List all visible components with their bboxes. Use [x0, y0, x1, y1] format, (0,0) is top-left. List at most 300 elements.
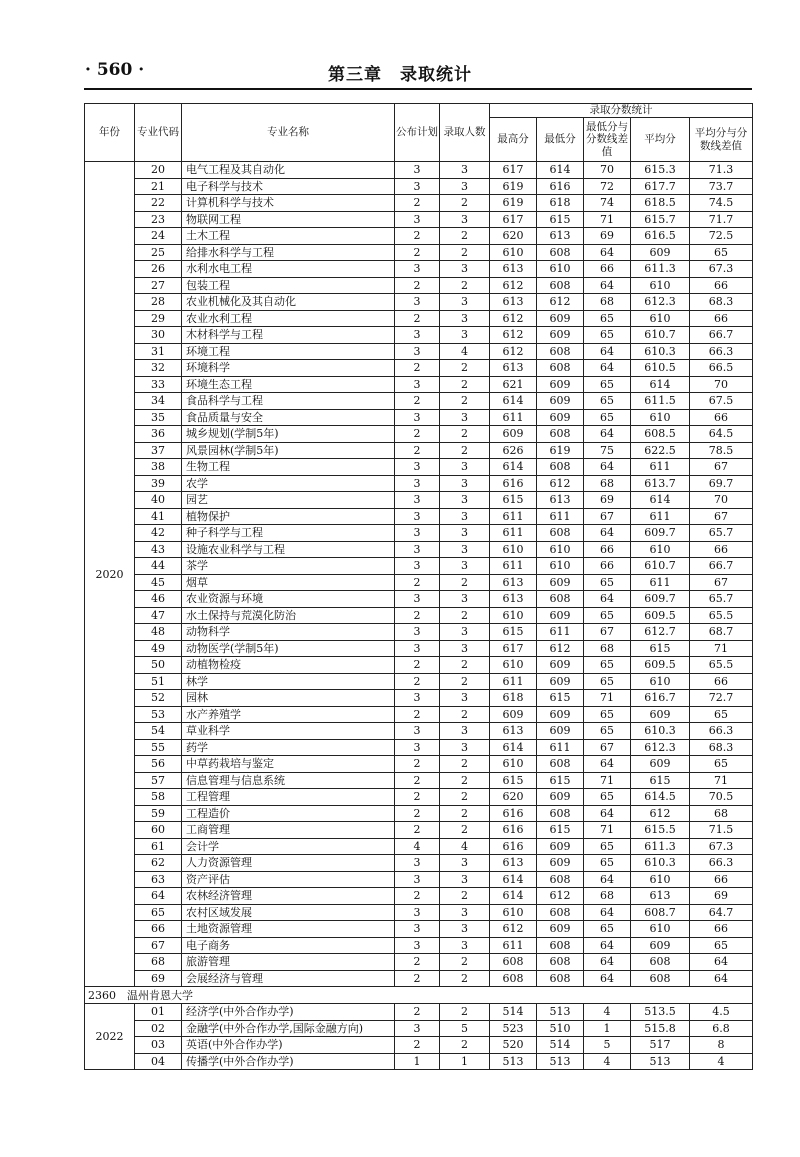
table-cell: 610 [631, 277, 690, 294]
table-cell: 2 [440, 277, 490, 294]
table-cell: 609 [537, 838, 584, 855]
table-cell: 包装工程 [182, 277, 395, 294]
table-cell: 2 [395, 310, 440, 327]
table-cell: 613 [537, 228, 584, 245]
table-row [85, 558, 753, 575]
table-cell: 65 [584, 310, 631, 327]
table-cell: 2 [440, 970, 490, 987]
table-cell: 66 [584, 261, 631, 278]
table-cell: 56 [135, 756, 182, 773]
table-cell: 风景园林(学制5年) [182, 442, 395, 459]
table-cell: 618 [537, 195, 584, 212]
table-cell: 609.5 [631, 657, 690, 674]
table-cell: 城乡规划(学制5年) [182, 426, 395, 443]
table-cell: 610.3 [631, 343, 690, 360]
table-cell: 51 [135, 673, 182, 690]
table-cell: 1 [395, 1053, 440, 1070]
table-cell: 40 [135, 492, 182, 509]
table-row [85, 1053, 753, 1070]
table-cell: 动物科学 [182, 624, 395, 641]
table-cell: 2 [440, 888, 490, 905]
table-cell: 8 [690, 1037, 753, 1054]
table-cell: 610 [537, 541, 584, 558]
table-cell: 2 [440, 789, 490, 806]
table-cell: 611.5 [631, 393, 690, 410]
table-cell: 32 [135, 360, 182, 377]
table-row [85, 294, 753, 311]
table-row [85, 393, 753, 410]
table-cell: 608 [537, 459, 584, 476]
table-row [85, 855, 753, 872]
table-cell: 65 [584, 409, 631, 426]
table-row [85, 954, 753, 971]
table-cell: 613 [490, 261, 537, 278]
table-cell: 610 [490, 244, 537, 261]
table-cell: 611 [490, 558, 537, 575]
table-cell: 4 [584, 1053, 631, 1070]
table-cell: 609 [537, 706, 584, 723]
table-cell: 3 [395, 904, 440, 921]
table-cell: 29 [135, 310, 182, 327]
table-cell: 37 [135, 442, 182, 459]
table-cell: 3 [395, 409, 440, 426]
table-cell: 609.5 [631, 607, 690, 624]
table-cell: 617.7 [631, 178, 690, 195]
table-cell: 68.3 [690, 739, 753, 756]
table-cell: 水产养殖学 [182, 706, 395, 723]
table-cell: 3 [395, 871, 440, 888]
table-row [85, 492, 753, 509]
table-cell: 610 [631, 673, 690, 690]
table-row [85, 211, 753, 228]
table-cell: 工商管理 [182, 822, 395, 839]
table-cell: 3 [440, 723, 490, 740]
table-cell: 3 [395, 261, 440, 278]
table-cell: 611 [490, 673, 537, 690]
table-cell: 41 [135, 508, 182, 525]
table-row [85, 657, 753, 674]
table-cell: 65.7 [690, 591, 753, 608]
table-cell: 609 [537, 657, 584, 674]
table-cell: 65 [584, 393, 631, 410]
table-cell: 608 [490, 970, 537, 987]
table-cell: 611 [631, 459, 690, 476]
table-cell: 609 [537, 789, 584, 806]
table-cell: 65 [584, 327, 631, 344]
table-cell: 2 [440, 426, 490, 443]
table-cell: 612 [490, 343, 537, 360]
table-cell: 68.7 [690, 624, 753, 641]
table-cell: 513.5 [631, 1004, 690, 1021]
table-cell: 49 [135, 640, 182, 657]
table-cell: 67 [690, 508, 753, 525]
table-cell: 3 [395, 475, 440, 492]
table-cell: 609 [537, 310, 584, 327]
table-cell: 动植物检疫 [182, 657, 395, 674]
table-cell: 616.7 [631, 690, 690, 707]
table-cell: 2 [440, 706, 490, 723]
table-cell: 35 [135, 409, 182, 426]
table-cell: 72.5 [690, 228, 753, 245]
table-row [85, 525, 753, 542]
table-cell: 3 [440, 492, 490, 509]
table-cell: 66 [690, 277, 753, 294]
table-row [85, 871, 753, 888]
table-cell: 2 [440, 1004, 490, 1021]
table-cell: 71 [584, 822, 631, 839]
table-cell: 67.5 [690, 393, 753, 410]
table-cell: 608 [631, 970, 690, 987]
header-name: 专业名称 [182, 104, 395, 162]
header-plan: 公布计划 [395, 104, 440, 162]
table-cell: 3 [395, 376, 440, 393]
table-cell: 23 [135, 211, 182, 228]
table-row [85, 772, 753, 789]
table-cell: 电子科学与技术 [182, 178, 395, 195]
table-cell: 514 [537, 1037, 584, 1054]
table-cell: 67 [584, 624, 631, 641]
table-cell: 65 [690, 756, 753, 773]
table-cell: 72 [584, 178, 631, 195]
table-cell: 64 [690, 970, 753, 987]
table-cell: 21 [135, 178, 182, 195]
table-cell: 水利水电工程 [182, 261, 395, 278]
table-cell: 65 [584, 838, 631, 855]
table-cell: 64 [584, 937, 631, 954]
table-cell: 64 [584, 525, 631, 542]
table-row [85, 921, 753, 938]
table-cell: 75 [584, 442, 631, 459]
table-cell: 614 [490, 393, 537, 410]
table-cell: 67.3 [690, 838, 753, 855]
table-cell: 59 [135, 805, 182, 822]
table-cell: 65 [584, 574, 631, 591]
table-cell: 513 [537, 1004, 584, 1021]
table-cell: 3 [395, 525, 440, 542]
table-cell: 608 [537, 525, 584, 542]
table-cell: 林学 [182, 673, 395, 690]
table-cell: 615 [490, 492, 537, 509]
table-cell: 614 [537, 162, 584, 179]
table-cell: 食品质量与安全 [182, 409, 395, 426]
table-cell: 68 [584, 294, 631, 311]
table-cell: 614 [631, 492, 690, 509]
table-cell: 74.5 [690, 195, 753, 212]
table-cell: 609 [631, 756, 690, 773]
table-cell: 69.7 [690, 475, 753, 492]
table-cell: 621 [490, 376, 537, 393]
school-row [85, 987, 753, 1004]
table-cell: 5 [440, 1020, 490, 1037]
table-row [85, 261, 753, 278]
table-cell: 3 [440, 921, 490, 938]
table-cell: 64 [584, 954, 631, 971]
table-cell: 3 [395, 855, 440, 872]
table-cell: 66 [135, 921, 182, 938]
table-cell: 608 [537, 904, 584, 921]
table-cell: 616.5 [631, 228, 690, 245]
table-cell: 会计学 [182, 838, 395, 855]
table-cell: 611 [631, 508, 690, 525]
header-max: 最高分 [490, 118, 537, 162]
table-cell: 613 [490, 591, 537, 608]
table-cell: 68 [690, 805, 753, 822]
table-cell: 1 [584, 1020, 631, 1037]
table-cell: 619 [490, 178, 537, 195]
table-cell: 609 [537, 376, 584, 393]
table-cell: 55 [135, 739, 182, 756]
table-cell: 626 [490, 442, 537, 459]
table-cell: 58 [135, 789, 182, 806]
table-cell: 2 [395, 706, 440, 723]
table-cell: 3 [440, 294, 490, 311]
table-cell: 64 [584, 970, 631, 987]
table-cell: 电气工程及其自动化 [182, 162, 395, 179]
table-cell: 67 [584, 508, 631, 525]
table-cell: 67 [584, 739, 631, 756]
table-cell: 67 [690, 574, 753, 591]
table-cell: 3 [395, 162, 440, 179]
table-cell: 3 [395, 640, 440, 657]
table-cell: 68 [584, 888, 631, 905]
table-cell: 65 [584, 657, 631, 674]
table-cell: 36 [135, 426, 182, 443]
table-cell: 34 [135, 393, 182, 410]
table-cell: 2 [440, 442, 490, 459]
table-cell: 2 [395, 789, 440, 806]
table-cell: 613 [490, 574, 537, 591]
table-cell: 50 [135, 657, 182, 674]
table-cell: 2 [395, 442, 440, 459]
table-cell: 01 [135, 1004, 182, 1021]
table-row [85, 888, 753, 905]
table-cell: 610 [537, 261, 584, 278]
table-cell: 3 [440, 409, 490, 426]
table-cell: 3 [440, 327, 490, 344]
table-cell: 设施农业科学与工程 [182, 541, 395, 558]
table-cell: 3 [395, 508, 440, 525]
table-row [85, 904, 753, 921]
table-cell: 2 [440, 772, 490, 789]
table-cell: 3 [440, 525, 490, 542]
table-cell: 茶学 [182, 558, 395, 575]
table-cell: 4 [440, 838, 490, 855]
table-cell: 64 [584, 426, 631, 443]
table-cell: 3 [440, 178, 490, 195]
table-cell: 3 [440, 904, 490, 921]
table-cell: 71.7 [690, 211, 753, 228]
table-cell: 70.5 [690, 789, 753, 806]
table-row [85, 327, 753, 344]
table-cell: 6.8 [690, 1020, 753, 1037]
header-diff: 最低分与分数线差值 [584, 118, 631, 162]
table-cell: 2 [440, 195, 490, 212]
table-cell: 65 [584, 723, 631, 740]
table-cell: 2 [395, 756, 440, 773]
table-cell: 612 [537, 294, 584, 311]
table-cell: 71 [584, 690, 631, 707]
table-cell: 54 [135, 723, 182, 740]
table-cell: 620 [490, 789, 537, 806]
table-cell: 烟草 [182, 574, 395, 591]
table-cell: 65 [584, 921, 631, 938]
table-cell: 2 [395, 954, 440, 971]
table-cell: 28 [135, 294, 182, 311]
table-row [85, 574, 753, 591]
table-row [85, 739, 753, 756]
table-row [85, 805, 753, 822]
table-cell: 4.5 [690, 1004, 753, 1021]
table-cell: 3 [440, 871, 490, 888]
table-cell: 2 [395, 673, 440, 690]
header-year: 年份 [85, 104, 135, 162]
table-cell: 资产评估 [182, 871, 395, 888]
table-cell: 3 [440, 541, 490, 558]
table-cell: 65 [584, 673, 631, 690]
table-row [85, 310, 753, 327]
table-cell: 2 [395, 195, 440, 212]
table-cell: 66.3 [690, 343, 753, 360]
table-cell: 60 [135, 822, 182, 839]
table-cell: 66.7 [690, 558, 753, 575]
table-cell: 610 [490, 756, 537, 773]
table-cell: 610 [537, 558, 584, 575]
table-cell: 64 [584, 244, 631, 261]
table-row [85, 970, 753, 987]
table-cell: 2 [440, 805, 490, 822]
table-cell: 608 [537, 360, 584, 377]
admission-table [84, 103, 753, 1070]
table-cell: 2 [440, 822, 490, 839]
table-row [85, 442, 753, 459]
table-row [85, 624, 753, 641]
table-cell: 52 [135, 690, 182, 707]
table-cell: 608 [537, 970, 584, 987]
table-cell: 生物工程 [182, 459, 395, 476]
table-cell: 608 [537, 954, 584, 971]
header-avg: 平均分 [631, 118, 690, 162]
table-cell: 3 [395, 624, 440, 641]
table-cell: 65.5 [690, 657, 753, 674]
table-cell: 26 [135, 261, 182, 278]
table-cell: 2 [395, 277, 440, 294]
table-cell: 园艺 [182, 492, 395, 509]
table-cell: 67.3 [690, 261, 753, 278]
year-cell: 2020 [85, 162, 135, 987]
table-cell: 609 [490, 426, 537, 443]
table-row [85, 277, 753, 294]
table-cell: 土木工程 [182, 228, 395, 245]
table-cell: 615 [631, 640, 690, 657]
table-cell: 523 [490, 1020, 537, 1037]
table-cell: 609 [537, 921, 584, 938]
table-cell: 620 [490, 228, 537, 245]
table-cell: 食品科学与工程 [182, 393, 395, 410]
table-row [85, 789, 753, 806]
table-cell: 64 [690, 954, 753, 971]
table-cell: 610 [631, 310, 690, 327]
table-cell: 610 [490, 657, 537, 674]
table-cell: 4 [440, 343, 490, 360]
header-avg-diff: 平均分与分数线差值 [690, 118, 753, 162]
chapter-title: 第三章 录取统计 [328, 65, 472, 85]
table-cell: 613.7 [631, 475, 690, 492]
table-cell: 2 [395, 360, 440, 377]
table-cell: 04 [135, 1053, 182, 1070]
table-cell: 38 [135, 459, 182, 476]
table-cell: 64.7 [690, 904, 753, 921]
table-cell: 物联网工程 [182, 211, 395, 228]
table-cell: 3 [395, 739, 440, 756]
table-cell: 3 [440, 640, 490, 657]
table-cell: 2 [440, 360, 490, 377]
table-cell: 608 [537, 871, 584, 888]
table-cell: 信息管理与信息系统 [182, 772, 395, 789]
table-cell: 615.5 [631, 822, 690, 839]
table-cell: 615 [537, 822, 584, 839]
table-cell: 金融学(中外合作办学,国际金融方向) [182, 1020, 395, 1037]
table-cell: 608 [537, 343, 584, 360]
table-cell: 609 [631, 706, 690, 723]
table-cell: 2 [440, 1037, 490, 1054]
table-cell: 电子商务 [182, 937, 395, 954]
table-cell: 农村区域发展 [182, 904, 395, 921]
table-cell: 614 [490, 871, 537, 888]
table-cell: 65 [690, 244, 753, 261]
table-cell: 2 [395, 426, 440, 443]
table-cell: 64 [135, 888, 182, 905]
table-cell: 615.3 [631, 162, 690, 179]
table-cell: 67 [690, 459, 753, 476]
table-cell: 614.5 [631, 789, 690, 806]
table-cell: 65 [690, 937, 753, 954]
table-cell: 5 [584, 1037, 631, 1054]
table-cell: 1 [440, 1053, 490, 1070]
table-cell: 65.7 [690, 525, 753, 542]
table-row [85, 756, 753, 773]
table-row [85, 1004, 753, 1021]
table-cell: 618 [490, 690, 537, 707]
table-cell: 616 [490, 822, 537, 839]
table-cell: 616 [537, 178, 584, 195]
table-row [85, 723, 753, 740]
table-cell: 612 [490, 921, 537, 938]
table-cell: 615 [537, 211, 584, 228]
table-cell: 610 [631, 541, 690, 558]
table-cell: 65 [584, 855, 631, 872]
year-cell: 2022 [85, 1004, 135, 1070]
table-cell: 70 [690, 376, 753, 393]
table-cell: 给排水科学与工程 [182, 244, 395, 261]
table-cell: 会展经济与管理 [182, 970, 395, 987]
table-cell: 2 [395, 772, 440, 789]
table-cell: 610.7 [631, 327, 690, 344]
table-cell: 64 [584, 871, 631, 888]
table-cell: 水土保持与荒漠化防治 [182, 607, 395, 624]
table-cell: 2 [440, 244, 490, 261]
table-cell: 515.8 [631, 1020, 690, 1037]
table-cell: 619 [490, 195, 537, 212]
table-row [85, 162, 753, 179]
table-cell: 71.5 [690, 822, 753, 839]
table-cell: 608 [631, 954, 690, 971]
table-cell: 611 [631, 574, 690, 591]
table-cell: 24 [135, 228, 182, 245]
table-row [85, 244, 753, 261]
table-cell: 土地资源管理 [182, 921, 395, 938]
table-cell: 2 [395, 822, 440, 839]
table-cell: 66.3 [690, 723, 753, 740]
